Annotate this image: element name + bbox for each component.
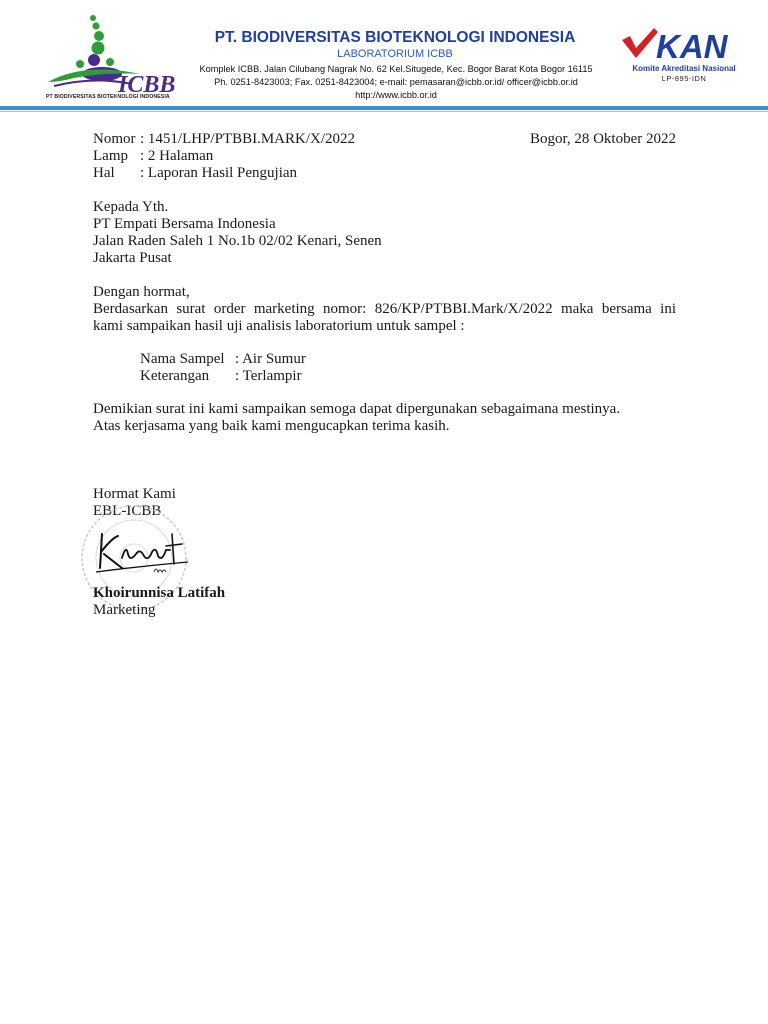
lamp-label: Lamp xyxy=(93,148,128,164)
body-paragraph-line: kami sampaikan hasil uji analisis laboratorium untuk sampel : xyxy=(93,318,465,334)
hal-value: : Laporan Hasil Pengujian xyxy=(140,165,298,181)
recipient-greeting: Kepada Yth. xyxy=(93,199,169,215)
recipient-address: Jalan Raden Saleh 1 No.1b 02/02 Kenari, Senen xyxy=(93,233,382,249)
recipient-name: PT Empati Bersama Indonesia xyxy=(93,216,276,232)
kan-name: Komite Akreditasi Nasional xyxy=(632,64,736,73)
signer-name: Khoirunnisa Latifah xyxy=(93,585,226,601)
icbb-logo xyxy=(44,12,184,104)
icbb-logo-text: ICBB xyxy=(118,72,176,98)
nomor-value: : 1451/LHP/PTBBI.MARK/X/2022 xyxy=(140,131,356,147)
closing-line: Atas kerjasama yang baik kami mengucapkan terima kasih. xyxy=(93,418,450,434)
valediction: Hormat Kami xyxy=(93,486,176,502)
lamp-value: : 2 Halaman xyxy=(140,148,214,164)
logo-caption: PT BIODIVERSITAS BIOTEKNOLOGI INDONESIA xyxy=(46,94,170,100)
sample-value: : Air Sumur xyxy=(235,351,306,367)
signature-unit: EBL-ICBB xyxy=(93,503,162,519)
header-rule xyxy=(0,106,768,110)
body-paragraph-line: Berdasarkan surat order marketing nomor: 826/KP/PTBBI.Mark/X/2022 maka bersama ini xyxy=(93,301,676,317)
contact-line: Ph. 0251-8423003; Fax. 0251-8423004; e-mail: pemasaran@icbb.or.id/ officer@icbb.or.id xyxy=(214,77,578,87)
kan-logo xyxy=(620,26,748,66)
nomor-label: Nomor xyxy=(93,131,136,147)
note-label: Keterangan xyxy=(140,368,210,384)
closing-line: Demikian surat ini kami sampaikan semoga dapat dipergunakan sebagaimana mestinya. xyxy=(93,401,621,417)
website-line: http://www.icbb.or.id xyxy=(355,90,437,100)
company-name: PT. BIODIVERSITAS BIOTEKNOLOGI INDONESIA xyxy=(214,29,576,46)
kan-logo-text: KAN xyxy=(656,28,728,65)
place-date: Bogor, 28 Oktober 2022 xyxy=(529,131,676,147)
salutation: Dengan hormat, xyxy=(93,284,190,300)
handwritten-signature xyxy=(92,524,192,580)
kan-code: LP-895-IDN xyxy=(661,74,707,83)
laboratory-name: LABORATORIUM ICBB xyxy=(337,48,453,60)
sample-label: Nama Sampel xyxy=(140,351,225,367)
address-line: Komplek ICBB. Jalan Cilubang Nagrak No. 62 Kel.Situgede, Kec. Bogor Barat Kota Bogor 16115 xyxy=(199,64,593,74)
hal-label: Hal xyxy=(93,165,115,181)
header-rule-thin xyxy=(0,111,768,112)
signer-title: Marketing xyxy=(93,602,156,618)
recipient-city: Jakarta Pusat xyxy=(93,250,172,266)
note-value: : Terlampir xyxy=(235,368,302,384)
